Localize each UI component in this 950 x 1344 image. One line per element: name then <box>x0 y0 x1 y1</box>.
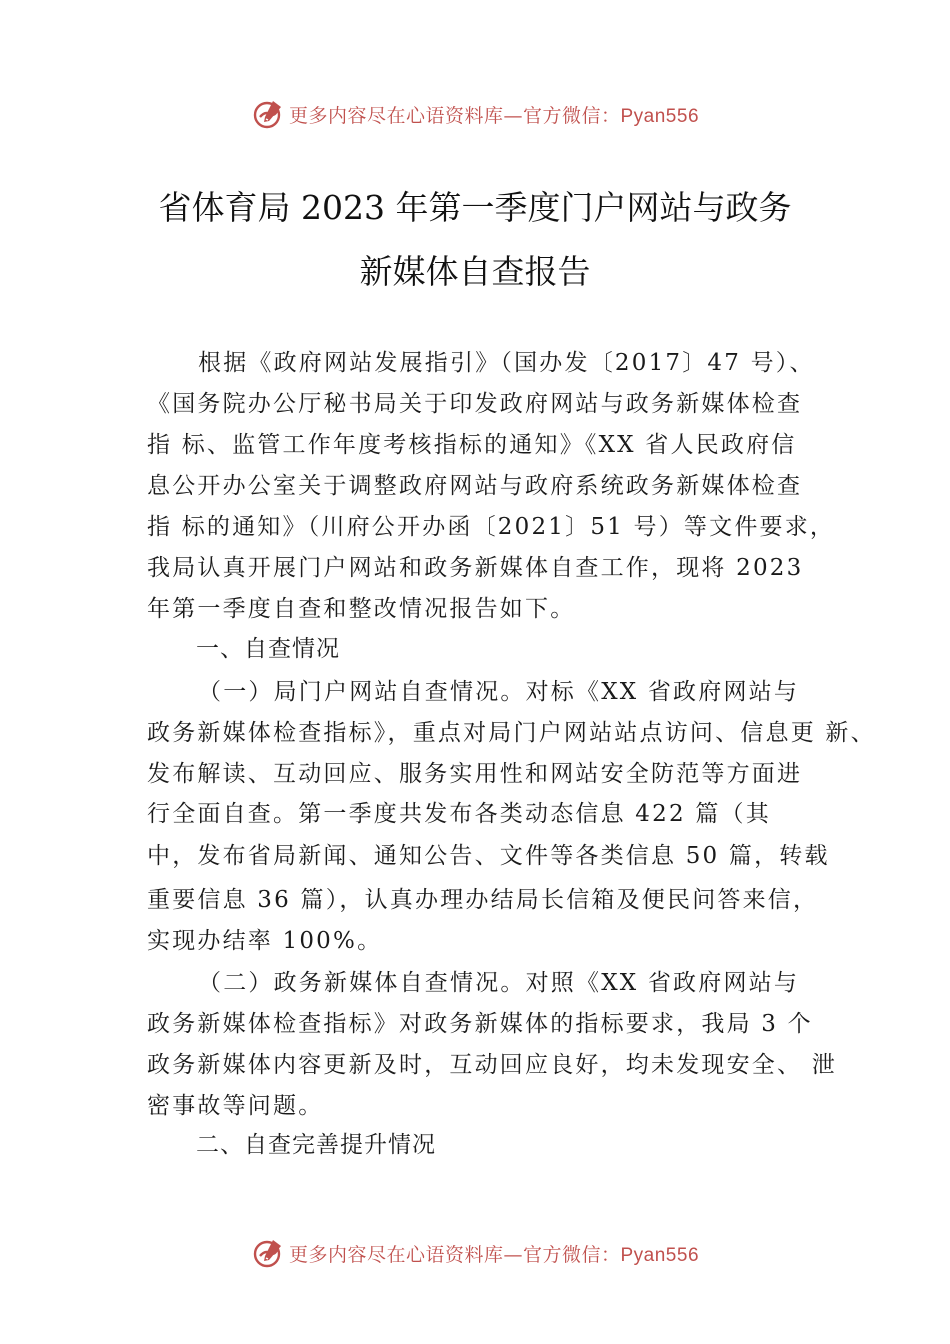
body-line: 我局认真开展门户网站和政务新媒体自查工作，现将 2023 <box>147 555 804 581</box>
watermark-footer <box>0 1233 950 1273</box>
body-line: 中，发布省局新闻、通知公告、文件等各类信息 50 篇，转载 <box>147 843 830 869</box>
section-heading-1: 一、自查情况 <box>196 636 340 662</box>
body-line: （二）政务新媒体自查情况。对照《XX 省政府网站与 <box>198 970 800 996</box>
body-line: 政务新媒体检查指标》对政务新媒体的指标要求，我局 3 个 <box>147 1011 813 1037</box>
watermark-text: 更多内容尽在心语资料库—官方微信：Pyan556 <box>288 1243 700 1266</box>
document-title-line-1: 省体育局 2023 年第一季度门户网站与政务 <box>158 188 792 227</box>
body-line: 《国务院办公厅秘书局关于印发政府网站与政务新媒体检查 <box>147 391 803 417</box>
section-heading-2: 二、自查完善提升情况 <box>196 1132 436 1158</box>
document-title-line-2: 新媒体自查报告 <box>359 252 591 291</box>
body-line: （一）局门户网站自查情况。对标《XX 省政府网站与 <box>198 679 800 705</box>
body-line: 指 标的通知》（川府公开办函〔2021〕51 号）等文件要求， <box>147 514 836 540</box>
body-line: 实现办结率 100%。 <box>147 928 383 954</box>
body-line: 行全面自查。第一季度共发布各类动态信息 422 篇（其 <box>147 801 771 827</box>
body-line: 根据《政府网站发展指引》（国办发〔2017〕47 号）、 <box>198 350 815 376</box>
body-line: 密事故等问题。 <box>147 1093 324 1119</box>
body-line: 息公开办公室关于调整政府网站与政府系统政务新媒体检查 <box>147 473 803 499</box>
pen-logo-icon <box>251 1236 285 1270</box>
watermark-text: 更多内容尽在心语资料库—官方微信：Pyan556 <box>288 104 700 127</box>
pen-logo-icon <box>251 97 285 131</box>
body-line: 政务新媒体检查指标》，重点对局门户网站站点访问、信息更 新、 <box>147 720 876 746</box>
body-line: 年第一季度自查和整改情况报告如下。 <box>147 596 576 622</box>
watermark-header <box>0 94 950 134</box>
body-line: 发布解读、互动回应、服务实用性和网站安全防范等方面进 <box>147 761 803 787</box>
body-line: 重要信息 36 篇），认真办理办结局长信箱及便民问答来信， <box>147 887 819 913</box>
body-line: 政务新媒体内容更新及时，互动回应良好，均未发现安全、 泄 <box>147 1052 837 1078</box>
body-line: 指 标、监管工作年度考核指标的通知》《XX 省人民政府信 <box>147 432 797 458</box>
